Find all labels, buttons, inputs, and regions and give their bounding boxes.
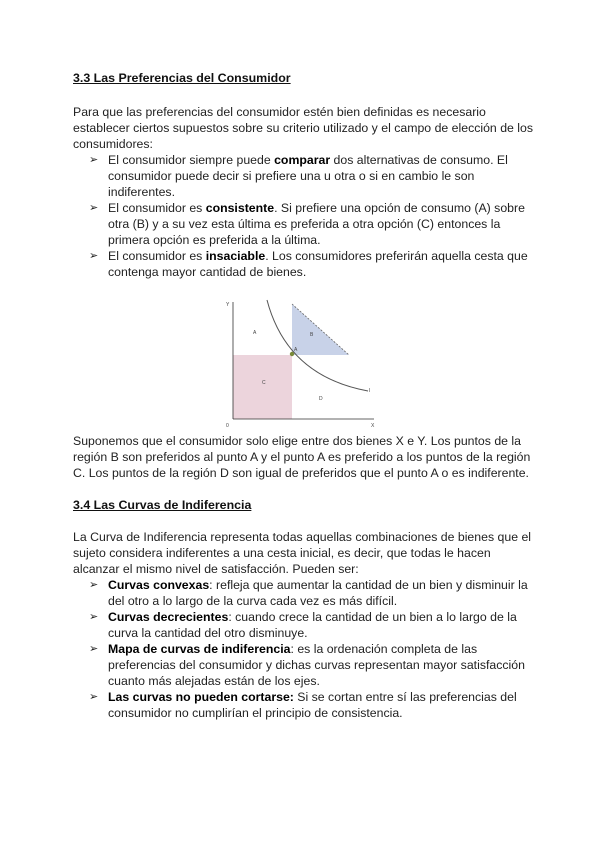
list-item: ➢ El consumidor es insaciable. Los consumidores preferirán aquella cesta que contenga mayor cantidad de bienes. xyxy=(89,249,528,279)
intro-paragraph-indifference: La Curva de Indiferencia representa todas aquellas combinaciones de bienes que el sujeto considera indiferentes a una cesta inicial, es decir, que todas le hacen alcanzar el mismo nivel de satisfacción. Pueden ser: xyxy=(73,530,532,576)
section-heading-preferences: 3.3 Las Preferencias del Consumidor xyxy=(73,71,291,85)
region-c-area xyxy=(233,355,292,419)
point-a-label: A xyxy=(294,347,298,353)
arrow-bullet-icon: ➢ xyxy=(89,202,99,214)
indifference-curve-figure xyxy=(222,298,378,430)
list-item: ➢ El consumidor siempre puede comparar dos alternativas de consumo. El consumidor puede decir si prefiere una u otra o si en cambio le son indiferentes. xyxy=(89,153,508,199)
origin-label: 0 xyxy=(226,423,229,429)
preferences-assumptions-list xyxy=(73,152,533,280)
arrow-bullet-icon: ➢ xyxy=(89,691,99,703)
axis-y-label: Y xyxy=(226,302,230,308)
arrow-bullet-icon: ➢ xyxy=(89,579,99,591)
arrow-bullet-icon: ➢ xyxy=(89,250,99,262)
arrow-bullet-icon: ➢ xyxy=(89,611,99,623)
list-item: ➢ Mapa de curvas de indiferencia: es la ordenación completa de las preferencias del consumidor y dichas curvas representan mayor satisfacción cuanto más alejadas están de los ejes. xyxy=(89,642,525,688)
curve-label: I xyxy=(369,388,371,394)
axis-x-label: X xyxy=(371,423,375,429)
list-item: ➢ Curvas convexas: refleja que aumentar la cantidad de un bien y disminuir la del otro a lo largo de la curva cada vez es más difícil. xyxy=(89,578,528,608)
indifference-properties-list xyxy=(73,577,533,721)
arrow-bullet-icon: ➢ xyxy=(89,154,99,166)
figure-explanation-paragraph: Suponemos que el consumidor solo elige entre dos bienes X e Y. Los puntos de la región B son preferidos al punto A y el punto A es preferido a los puntos de la región C. Los puntos de la región D son igual de preferidos que el punto A o es indiferente. xyxy=(73,434,531,480)
region-a-label: A xyxy=(253,330,257,336)
region-b-label: B xyxy=(310,332,314,338)
intro-paragraph-preferences: Para que las preferencias del consumidor estén bien definidas es necesario establecer ciertos supuestos sobre su criterio utilizado y el campo de elección de los consumidores: xyxy=(73,105,534,151)
region-c-label: C xyxy=(262,380,266,386)
region-d-label: D xyxy=(319,396,323,402)
list-item: ➢ Curvas decrecientes: cuando crece la cantidad de un bien a lo largo de la curva la cantidad del otro disminuye. xyxy=(89,610,517,640)
section-heading-indifference-curves: 3.4 Las Curvas de Indiferencia xyxy=(73,498,252,512)
list-item: ➢ Las curvas no pueden cortarse: Si se cortan entre sí las preferencias del consumidor no cumplirían el principio de consistencia. xyxy=(89,690,517,720)
list-item: ➢ El consumidor es consistente. Si prefiere una opción de consumo (A) sobre otra (B) y a su vez esta última es preferida a otra opción (C) entonces la primera opción es preferida a la última. xyxy=(89,201,525,247)
arrow-bullet-icon: ➢ xyxy=(89,643,99,655)
